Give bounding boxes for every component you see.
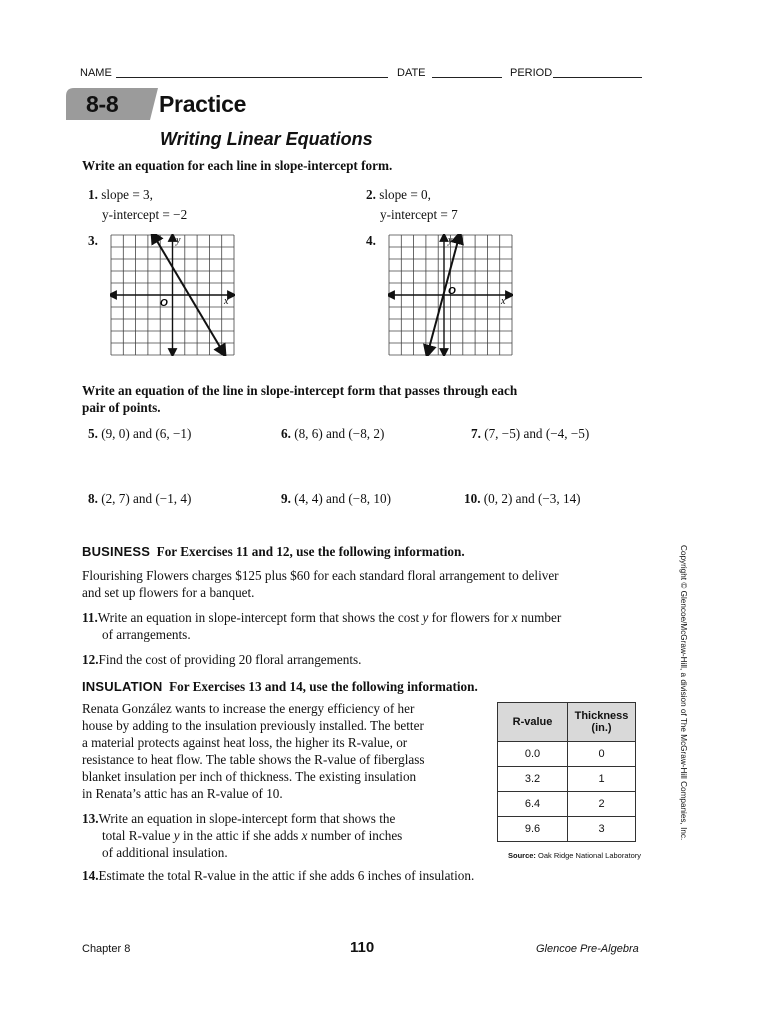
period-label: PERIOD xyxy=(510,67,553,79)
table-row: 6.4 2 xyxy=(498,792,636,817)
question-2-line2: y-intercept = 7 xyxy=(380,207,458,222)
insulation-paragraph-line6: in Renata’s attic has an R-value of 10. xyxy=(82,786,283,801)
part2-instruction-line1: Write an equation of the line in slope-intercept form that passes through each xyxy=(82,383,518,398)
copyright-notice: Copyright © Glencoe/McGraw-Hill, a division of The McGraw-Hill Companies, Inc. xyxy=(679,545,688,841)
table-row: 9.6 3 xyxy=(498,817,636,842)
table-header-thickness: Thickness (in.) xyxy=(568,703,636,742)
table-row: 0.0 0 xyxy=(498,742,636,767)
insulation-paragraph-line1: Renata González wants to increase the energy efficiency of her xyxy=(82,701,415,716)
y-axis-label: y xyxy=(448,235,453,246)
question-5: 5. (9, 0) and (6, −1) xyxy=(88,426,192,441)
question-6: 6. (8, 6) and (−8, 2) xyxy=(281,426,385,441)
footer-page-number: 110 xyxy=(350,939,375,956)
period-field[interactable] xyxy=(553,77,642,78)
question-11-line2: of arrangements. xyxy=(102,627,191,642)
part2-instruction-line2: pair of points. xyxy=(82,400,161,415)
lesson-number: 8-8 xyxy=(86,91,119,117)
graph-question-3 xyxy=(110,234,235,356)
date-label: DATE xyxy=(397,67,426,79)
origin-label: O xyxy=(160,298,168,309)
page-title: Practice xyxy=(159,91,247,117)
name-label: NAME xyxy=(80,67,112,79)
business-paragraph-line1: Flourishing Flowers charges $125 plus $60 for each standard floral arrangement to deliver xyxy=(82,568,559,583)
question-13: 13.Write an equation in slope-intercept form that shows the xyxy=(82,811,396,826)
footer-chapter: Chapter 8 xyxy=(82,943,131,955)
table-source: Source: Oak Ridge National Laboratory xyxy=(508,851,642,860)
question-7: 7. (7, −5) and (−4, −5) xyxy=(471,426,590,441)
x-axis-label: x xyxy=(224,296,229,307)
footer-book-title: Glencoe Pre-Algebra xyxy=(536,943,639,955)
question-12: 12.Find the cost of providing 20 floral arrangements. xyxy=(82,652,362,667)
table-row: 3.2 1 xyxy=(498,767,636,792)
insulation-heading: INSULATION For Exercises 13 and 14, use the following information. xyxy=(82,679,478,694)
question-1-line2: y-intercept = −2 xyxy=(102,207,188,222)
date-field[interactable] xyxy=(432,77,502,78)
graph-line xyxy=(154,236,223,352)
question-13-line3: of additional insulation. xyxy=(102,845,228,860)
question-14: 14.Estimate the total R-value in the attic if she adds 6 inches of insulation. xyxy=(82,868,475,883)
question-9: 9. (4, 4) and (−8, 10) xyxy=(281,491,391,506)
question-11: 11.Write an equation in slope-intercept form that shows the cost y for flowers for x number xyxy=(82,610,562,625)
y-axis-label: y xyxy=(176,235,181,246)
question-2: 2. slope = 0, xyxy=(366,187,431,202)
business-heading: BUSINESS For Exercises 11 and 12, use the following information. xyxy=(82,544,465,559)
insulation-paragraph-line2: house by adding to the insulation previously installed. The better xyxy=(82,718,424,733)
origin-label: O xyxy=(448,286,456,297)
insulation-paragraph-line4: resistance to heat flow. The table shows the R-value of fiberglass xyxy=(82,752,425,767)
question-1: 1. slope = 3, xyxy=(88,187,153,202)
insulation-paragraph-line3: a material protects against heat loss, the higher its R-value, or xyxy=(82,735,408,750)
x-axis-label: x xyxy=(501,296,506,307)
page-subtitle: Writing Linear Equations xyxy=(160,129,373,149)
question-3-number: 3. xyxy=(88,233,98,248)
table-header-rvalue: R-value xyxy=(498,703,568,742)
r-value-table xyxy=(497,702,636,842)
business-paragraph-line2: and set up flowers for a banquet. xyxy=(82,585,255,600)
part1-instruction: Write an equation for each line in slope-intercept form. xyxy=(82,158,393,173)
question-8: 8. (2, 7) and (−1, 4) xyxy=(88,491,192,506)
question-10: 10. (0, 2) and (−3, 14) xyxy=(464,491,581,506)
graph-question-4 xyxy=(388,234,513,356)
question-4-number: 4. xyxy=(366,233,376,248)
question-13-line2: total R-value y in the attic if she adds x number of inches xyxy=(102,828,403,843)
name-field[interactable] xyxy=(116,77,388,78)
insulation-paragraph-line5: blanket insulation per inch of thickness. The existing insulation xyxy=(82,769,417,784)
